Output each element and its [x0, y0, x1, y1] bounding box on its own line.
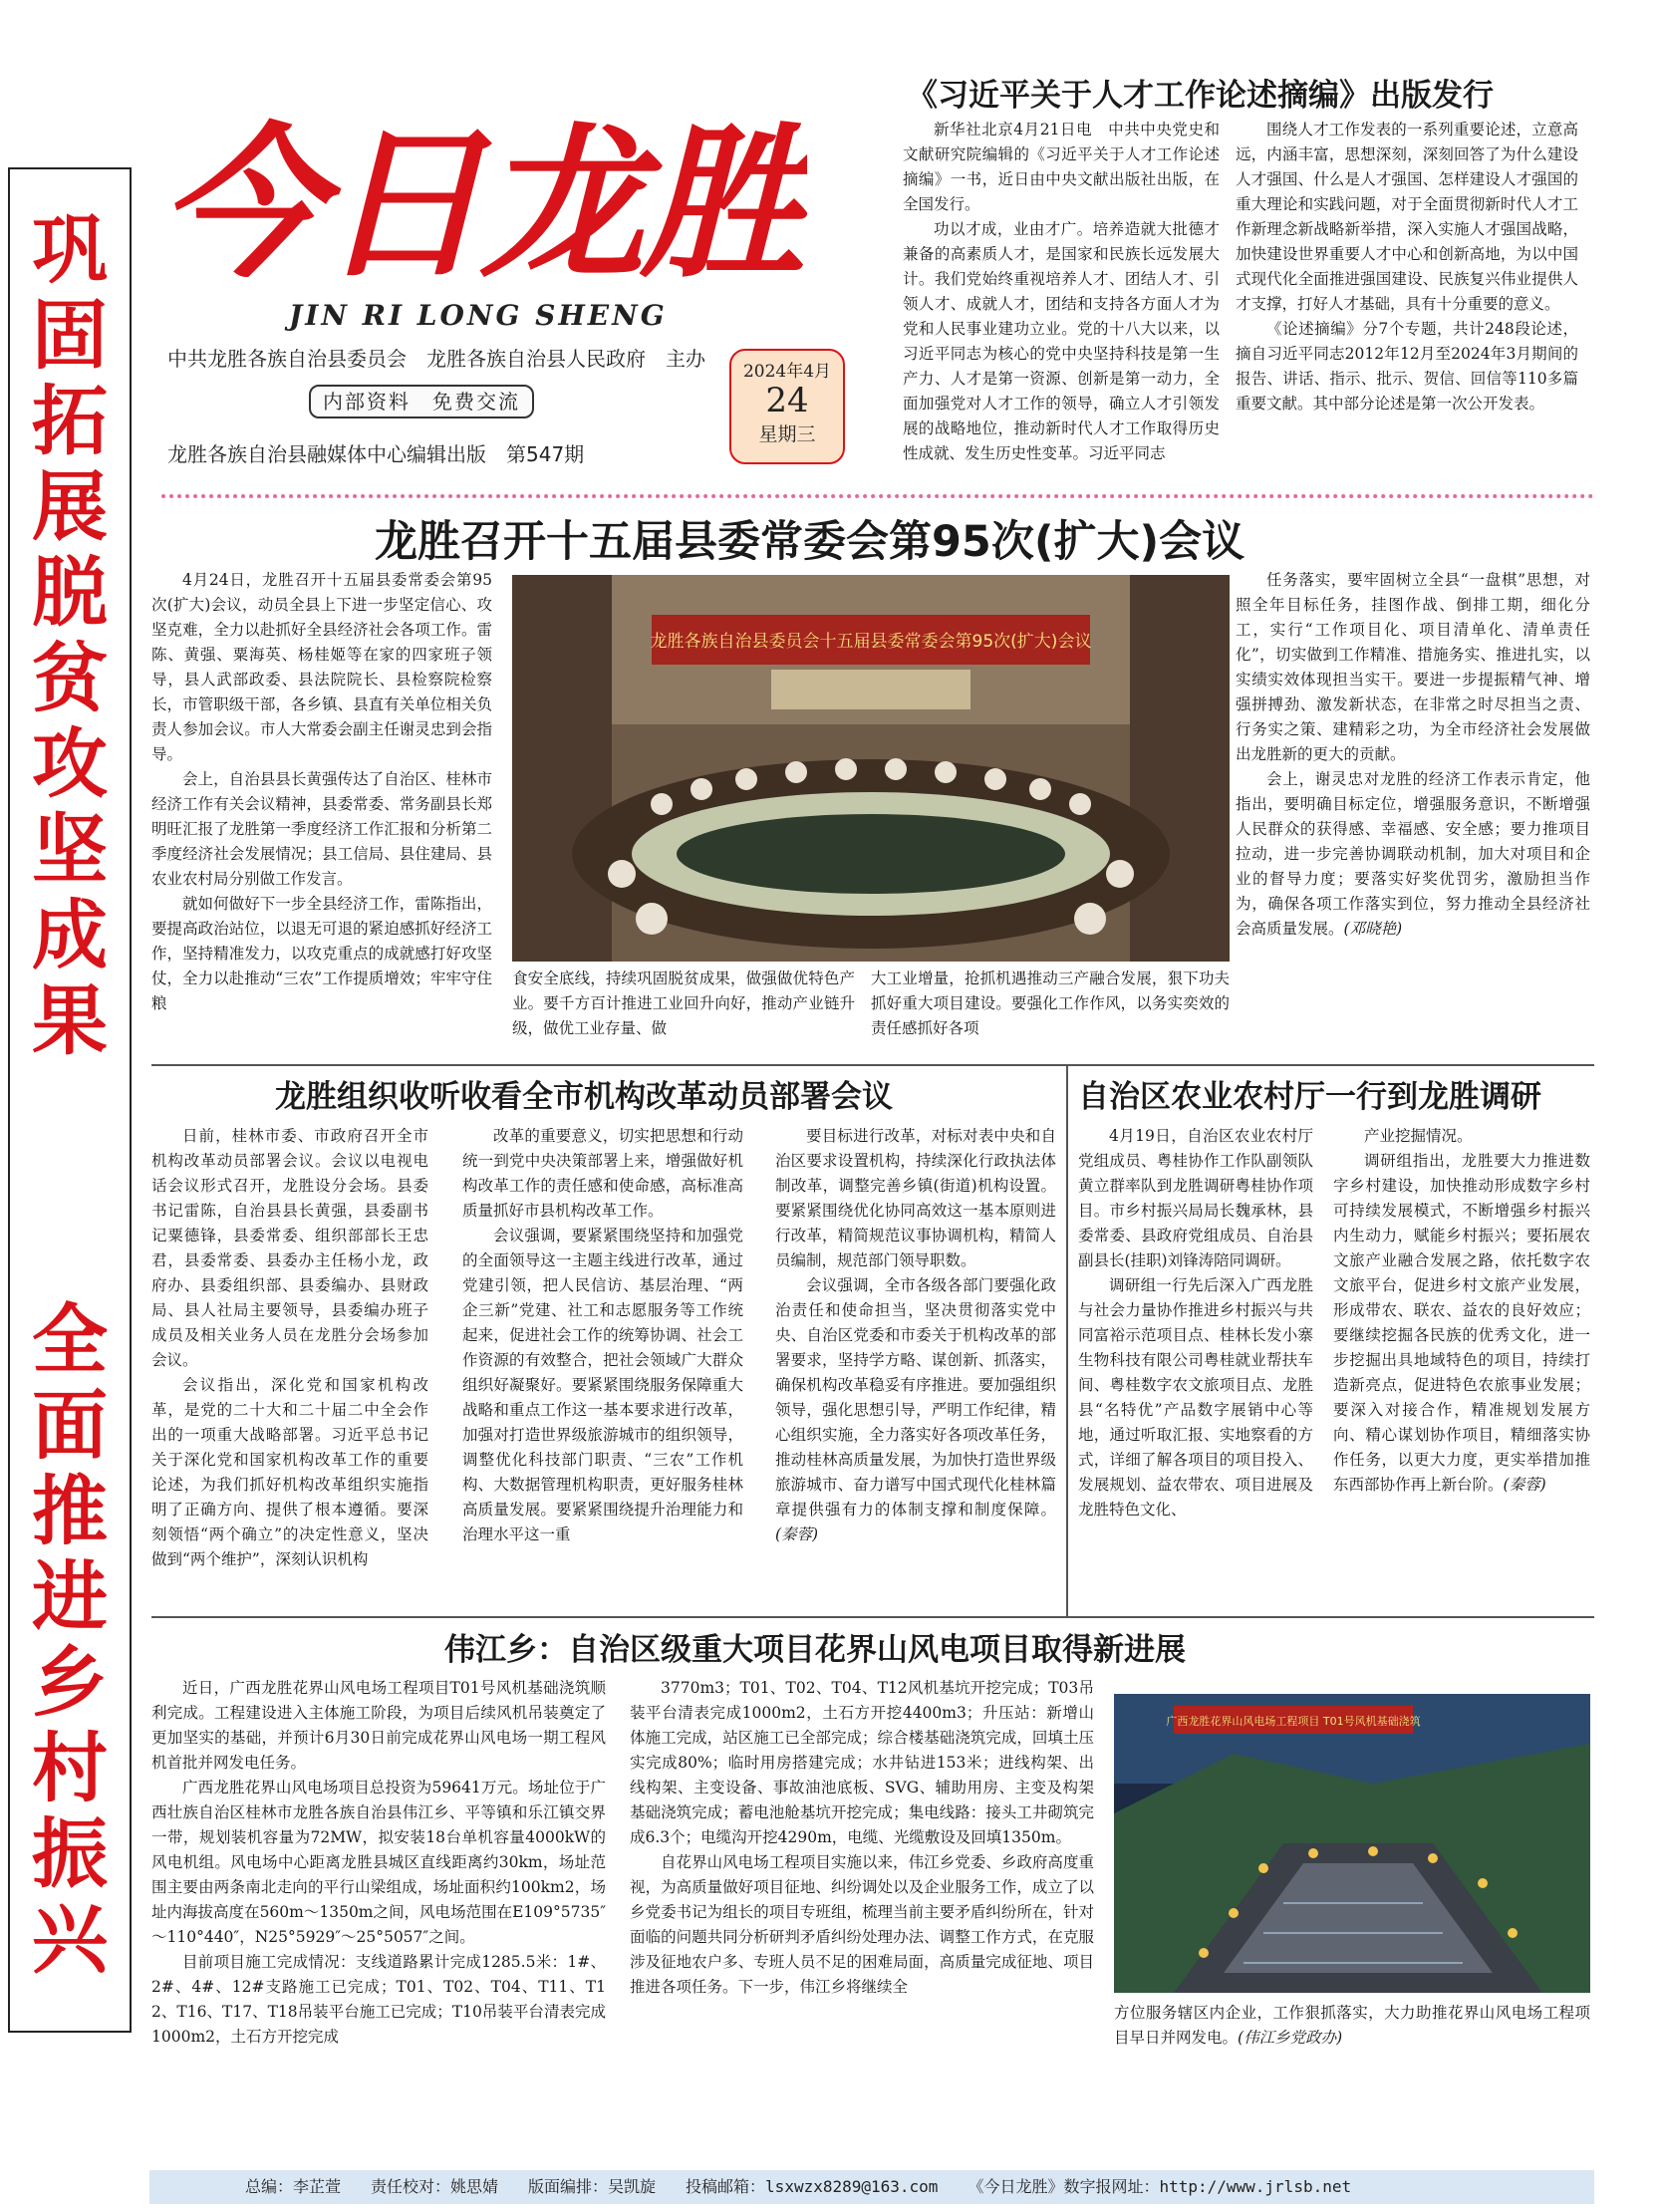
article2-title: 龙胜召开十五届县委常委会第95次(扩大)会议 [375, 517, 1246, 567]
article1-col1 [903, 118, 1220, 466]
meeting-photo-graphic [512, 575, 1230, 962]
article4-col2-paragraph-1: 产业挖掘情况。 [1364, 1127, 1473, 1145]
slogan2-char-3: 推 [32, 1467, 108, 1555]
date-year-month: 2024年4月 [742, 362, 832, 382]
slogan2-char-7: 振 [32, 1809, 108, 1898]
slogan1-char-2: 固 [32, 291, 108, 380]
article5-col2-paragraph-2: 自花界山风电场工程项目实施以来，伟江乡党委、乡政府高度重视，为高质量做好项目征地、纠纷调处以及企业服务工作，成立了以乡党委书记为组长的项目专班组，梳理当前主要矛盾纠纷所在，针对面临的问题共同分析研判矛盾纠纷处理办法、调整工作方式，在克服涉及征地农户多、专班人员不足的困难局面，高质量完成征地、项目推进各项任务。下一步，伟江乡将继续全 [630, 1853, 1094, 1996]
slogan-line-2 [10, 1297, 130, 1983]
slogan1-char-4: 展 [32, 462, 108, 551]
slogan1-char-1: 巩 [32, 205, 108, 294]
logo-calligraphy [149, 62, 807, 311]
date-weekday: 星期三 [758, 423, 816, 445]
article5-caption-text: 方位服务辖区内企业，工作狠抓落实，大力助推花界山风电场工程项目早日并网发电。 [1114, 2004, 1590, 2047]
sponsor-line: 中共龙胜各族自治县委员会 龙胜各族自治县人民政府 主办 [167, 347, 705, 371]
slogan2-char-8: 兴 [32, 1895, 108, 1984]
article3-col1-paragraph-2: 会议指出，深化党和国家机构改革，是党的二十大和二十届二中全会作出的一项重大战略部署。习近平总书记关于深化党和国家机构改革工作的重要论述，为我们抓好机构改革组织实施指明了正确方向、提供了根本遵循。要深刻领悟“两个确立”的决定性意义，坚决做到“两个维护”，深刻认识机构 [151, 1376, 428, 1568]
article3-col3 [775, 1124, 1056, 1547]
slogan2-char-6: 村 [32, 1724, 108, 1812]
date-box [729, 349, 845, 464]
slogan2-char-4: 进 [32, 1552, 108, 1641]
article5-col2-paragraph-1: 3770m3；T01、T02、T04、T12风机基坑开挖完成；T03吊装平台清表完成1000m2，土石方开挖4400m3；升压站：新增山体施工完成，站区施工已全部完成；综合楼基础浇筑完成，回填土压实完成80%；临时用房搭建完成；水井钻进153米；进线构架、出线构架、主变设备、事故油池底板、SVG、辅助用房、主变及构架基础浇筑完成；蓄电池舱基坑开挖完成；集电线路：接头工井砌筑完成6.3个；电缆沟开挖4290m，电缆、光缆敷设及回填1350m。 [630, 1679, 1094, 1846]
article4-col2 [1333, 1124, 1590, 1498]
article3-col1-paragraph-1: 日前，桂林市委、市政府召开全市机构改革动员部署会议。会议以电视电话会议形式召开，龙胜设分会场。县委书记雷陈，自治县县长黄强，县委副书记粟德锋，县委常委、组织部部长王忠君，县委常委、县委办主任杨小龙，政府办、县委组织部、县委编办、县财政局、县人社局主要领导，县委编办班子成员及相关业务人员在龙胜分会场参加会议。 [151, 1127, 428, 1369]
slogan1-char-7: 攻 [32, 719, 108, 808]
article3-col1 [151, 1124, 428, 1572]
date-day: 24 [765, 381, 809, 420]
slogan2-char-5: 乡 [32, 1638, 108, 1727]
article2-col2: 食安全底线，持续巩固脱贫成果，做强做优特色产业。要千方百计推进工业回升向好，推动产业链升级，做优工业存量、做 [512, 969, 855, 1037]
footer-chief-editor: 总编：李芷萱 [245, 2177, 342, 2196]
windfarm-photo-graphic [1114, 1694, 1590, 1993]
article2-col1-paragraph-1: 4月24日，龙胜召开十五届县委常委会第95次(扩大)会议，动员全县上下进一步坚定信心、攻坚克难，全力以赴抓好全县经济社会各项工作。雷陈、黄强、粟海英、杨桂姬等在家的四家班子领导，县人武部政委、县法院院长、县检察院检察长，市管职级干部，各乡镇、县直有关单位相关负责人参加会议。市人大常委会副主任谢灵忠到会指导。 [151, 571, 492, 763]
logo-pinyin: JIN RI LONG SHENG [289, 299, 668, 332]
issue-line: 龙胜各族自治县融媒体中心编辑出版 第547期 [167, 442, 585, 466]
article5-col1-paragraph-1: 近日，广西龙胜花界山风电场工程项目T01号风机基础浇筑顺利完成。工程建设进入主体施工阶段，为项目后续风机吊装奠定了更加坚实的基础，并预计6月30日前完成花界山风电场一期工程风机首批并网发电任务。 [151, 1679, 606, 1772]
article1-col2-paragraph-2: 《论述摘编》分7个专题，共计248段论述，摘自习近平同志2012年12月至2024年3月期间的报告、讲话、指示、批示、贺信、回信等110多篇重要文献。其中部分论述是第一次公开发表。 [1236, 320, 1578, 413]
slogan1-char-5: 脱 [32, 548, 108, 637]
slogan1-char-3: 拓 [32, 377, 108, 465]
article3-col3-signature: (秦蓉) [775, 1525, 819, 1543]
section-divider-2 [151, 1616, 1594, 1618]
footer-website: 《今日龙胜》数字报网址：http://www.jrlsb.net [968, 2177, 1352, 2196]
article2-col4-paragraph-1: 任务落实，要牢固树立全县“一盘棋”思想，对照全年目标任务，挂图作战、倒排工期，细化分工，实行“工作项目化、项目清单化、清单责任化”，切实做到工作精准、措施务实、推进扎实，以实绩实效体现担当实干。要进一步提振精气神、增强拼搏劲、激发新状态，在非常之时尽担当之责、行务实之策、建精彩之功，为全市经济社会发展做出龙胜新的更大的贡献。 [1236, 571, 1590, 763]
footer-email: 投稿邮箱：lsxwzx8289@163.com [686, 2177, 939, 2196]
article5-col2 [630, 1676, 1094, 2000]
logo-text: 今日龙胜 [159, 107, 801, 300]
slogan-panel [8, 167, 132, 2033]
article2-col1-paragraph-2: 会上，自治县县长黄强传达了自治区、桂林市经济工作有关会议精神，县委常委、常务副县长郑明旺汇报了龙胜第一季度经济工作汇报和分析第二季度经济社会发展情况；县工信局、县住建局、县农业农村局分别做工作发言。 [151, 770, 492, 888]
article5-signature: (伟江乡党政办) [1238, 2029, 1343, 2047]
slogan-line-1 [10, 207, 130, 1064]
article4-title: 自治区农业农村厅一行到龙胜调研 [1078, 1079, 1541, 1115]
article3-col2-paragraph-1: 改革的重要意义，切实把思想和行动统一到党中央决策部署上来，增强做好机构改革工作的责任感和使命感，高标准高质量抓好市县机构改革工作。 [462, 1127, 743, 1220]
article4-col2-paragraph-2: 调研组指出，龙胜要大力推进数字乡村建设，加快推动形成数字乡村可持续发展模式，不断增强乡村振兴内生动力，赋能乡村振兴；要拓展农文旅产业融合发展之路，依托数字农文旅平台，促进乡村文旅产业发展，形成带农、联农、益农的良好效应；要继续挖掘各民族的优秀文化，进一步挖掘出具地域特色的项目，持续打造新亮点，促进特色农旅事业发展；要深入对接合作，精准规划发展方向、精心谋划协作项目，精细落实协作任务，以更大力度，更实举措加推东西部协作再上新台阶。(秦蓉) [1333, 1152, 1590, 1494]
article5-col1 [151, 1676, 606, 2050]
footer-layout-editor: 版面编排：吴凯旋 [528, 2177, 657, 2196]
article1-col2-paragraph-1: 围绕人才工作发表的一系列重要论述，立意高远，内涵丰富，思想深刻，深刻回答了为什么建设人才强国、什么是人才强国、怎样建设人才强国的重大理论和实践问题，对于全面贯彻新时代人才工作新理念新战略新举措，深入实施人才强国战略，加快建设世界重要人才中心和创新高地，为以中国式现代化全面推进强国建设、民族复兴伟业提供人才支撑，打好人才基础，具有十分重要的意义。 [1236, 121, 1578, 313]
article2-col3: 大工业增量，抢抓机遇推动三产融合发展，狠下功夫抓好重大项目建设。要强化工作作风，以务实奕效的责任感抓好各项 [871, 969, 1230, 1037]
article2-col4-signature: (邓晓艳) [1343, 920, 1403, 938]
slogan2-char-2: 面 [32, 1381, 108, 1470]
column-divider [1066, 1066, 1068, 1616]
slogan1-char-10: 果 [32, 976, 108, 1065]
article2-col1 [151, 568, 492, 1016]
article4-col1-paragraph-2: 调研组一行先后深入广西龙胜与社会力量协作推进乡村振兴与共同富裕示范项目点、桂林长发小寨生物科技有限公司粤桂就业帮扶车间、粤桂数字农文旅项目点、龙胜县“名特优”产品数字展销中心等地，通过听取汇报、实地察看的方式，详细了解各项目的项目投入、发展规划、益农带农、项目进展及龙胜特色文化、 [1078, 1276, 1313, 1519]
article3-title: 龙胜组织收听收看全市机构改革动员部署会议 [275, 1079, 893, 1115]
meeting-photo [512, 575, 1230, 962]
meeting-banner-text: 龙胜各族自治县委员会十五届县委常委会第95次(扩大)会议 [650, 632, 1092, 652]
section-divider [151, 1064, 1594, 1066]
slogan1-char-8: 坚 [32, 805, 108, 894]
article4-col1-paragraph-1: 4月19日，自治区农业农村厅党组成员、粤桂协作工作队副领队黄立群率队到龙胜调研粤桂协作项目。市乡村振兴局局长魏承林，县委常委、县政府党组成员、自治县副县长(挂职)刘锋涛陪同调研。 [1078, 1127, 1313, 1269]
windfarm-banner-text: 广西龙胜花界山风电场工程项目 T01号风机基础浇筑 [1166, 1715, 1421, 1728]
slogan2-char-1: 全 [32, 1295, 108, 1384]
internal-badge: 内部资料 免费交流 [309, 385, 534, 418]
newspaper-logo [149, 62, 807, 311]
slogan1-char-9: 成 [32, 891, 108, 979]
article3-col3-paragraph-2: 会议强调，全市各级各部门要强化政治责任和使命担当，坚决贯彻落实党中央、自治区党委和市委关于机构改革的部署要求，坚持学方略、谋创新、抓落实，确保机构改革稳妥有序推进。要加强组织领导，强化思想引导，严明工作纪律，精心组织实施，全力落实好各项改革任务，推动桂林高质量发展，为加快打造世界级旅游城市、奋力谱写中国式现代化桂林篇章提供强有力的体制支撑和制度保障。(秦蓉) [775, 1276, 1056, 1543]
windfarm-photo [1114, 1694, 1590, 1993]
article1-col1-paragraph-2: 功以才成，业由才广。培养造就大批德才兼备的高素质人才，是国家和民族长远发展大计。我们党始终重视培养人才、团结人才、引领人才、成就人才，团结和支持各方面人才为党和人民事业建功立业。党的十八大以来，以习近平同志为核心的党中央坚持科技是第一生产力、人才是第一资源、创新是第一动力，全面加强党对人才工作的领导，确立人才引领发展的战略地位，推动新时代人才工作取得历史性成就、发生历史性变革。习近平同志 [903, 220, 1220, 462]
footer-proofreader: 责任校对：姚思婧 [371, 2177, 499, 2196]
dotted-divider [161, 494, 1594, 498]
article1-col2 [1236, 118, 1578, 416]
article3-col2-paragraph-2: 会议强调，要紧紧围绕坚持和加强党的全面领导这一主题主线进行改革，通过党建引领，把人民信访、基层治理、“两企三新”党建、社工和志愿服务等工作统起来，促进社会工作的统筹协调、社会工作资源的有效整合，把社会领域广大群众组织好凝聚好。要紧紧围绕服务保障重大战略和重点工作这一基本要求进行改革，加强对打造世界级旅游城市的组织领导，调整优化科技部门职责、“三农”工作机构、大数据管理机构职责，更好服务桂林高质量发展。要紧紧围绕提升治理能力和治理水平这一重 [462, 1227, 743, 1543]
article2-col4-paragraph-2: 会上，谢灵忠对龙胜的经济工作表示肯定，他指出，要明确目标定位，增强服务意识，不断增强人民群众的获得感、幸福感、安全感；要力推项目拉动，进一步完善协调联动机制，加大对项目和企业的督导力度；要落实好奖优罚劣，激励担当作为，确保各项工作落实到位，努力推动全县经济社会高质量发展。(邓晓艳) [1236, 770, 1590, 938]
slogan1-char-6: 贫 [32, 634, 108, 722]
article3-col3-paragraph-1: 要目标进行改革，对标对表中央和自治区要求设置机构，持续深化行政执法体制改革，调整完善乡镇(街道)机构设置。要紧紧围绕优化协同高效这一基本原则进行改革，精简规范议事协调机构，精简人员编制，规范部门领导职数。 [775, 1127, 1056, 1269]
article1-col1-paragraph-1: 新华社北京4月21日电 中共中央党史和文献研究院编辑的《习近平关于人才工作论述摘编》一书，近日由中央文献出版社出版，在全国发行。 [903, 121, 1220, 213]
article5-col1-paragraph-2: 广西龙胜花界山风电场项目总投资为59641万元。场址位于广西壮族自治区桂林市龙胜各族自治县伟江乡、平等镇和乐江镇交界一带，规划装机容量为72MW，拟安装18台单机容量4000kW的风电机组。风电场中心距离龙胜县城区直线距离约30km，场址范围主要由两条南北走向的平行山梁组成，场址面积约100km2，场址内海拔高度在560m～1350m之间，风电场范围在E109°5735″～110°440″，N25°5929″～25°5057″之间。 [151, 1779, 606, 1946]
article2-col4 [1236, 568, 1590, 942]
article5-caption [1114, 2001, 1590, 2051]
article4-col2-signature: (秦蓉) [1503, 1476, 1546, 1494]
article1-title: 《习近平关于人才工作论述摘编》出版发行 [907, 78, 1494, 114]
footer-bar [149, 2170, 1594, 2204]
article5-col1-paragraph-3: 目前项目施工完成情况：支线道路累计完成1285.5米：1#、2#、4#、12#支路施工已完成；T01、T02、T04、T11、T12、T16、T17、T18吊装平台施工已完成；T10吊装平台清表完成1000m2，土石方开挖完成 [151, 1953, 606, 2046]
article5-title: 伟江乡：自治区级重大项目花界山风电项目取得新进展 [444, 1632, 1186, 1668]
article4-col1 [1078, 1124, 1313, 1522]
article2-col1-paragraph-3: 就如何做好下一步全县经济工作，雷陈指出，要提高政治站位，以退无可退的紧迫感抓好经济工作，坚持精准发力，以攻克重点的成就感打好攻坚仗，全力以赴推动“三农”工作提质增效；牢牢守住粮 [151, 895, 492, 1012]
article3-col2 [462, 1124, 743, 1547]
